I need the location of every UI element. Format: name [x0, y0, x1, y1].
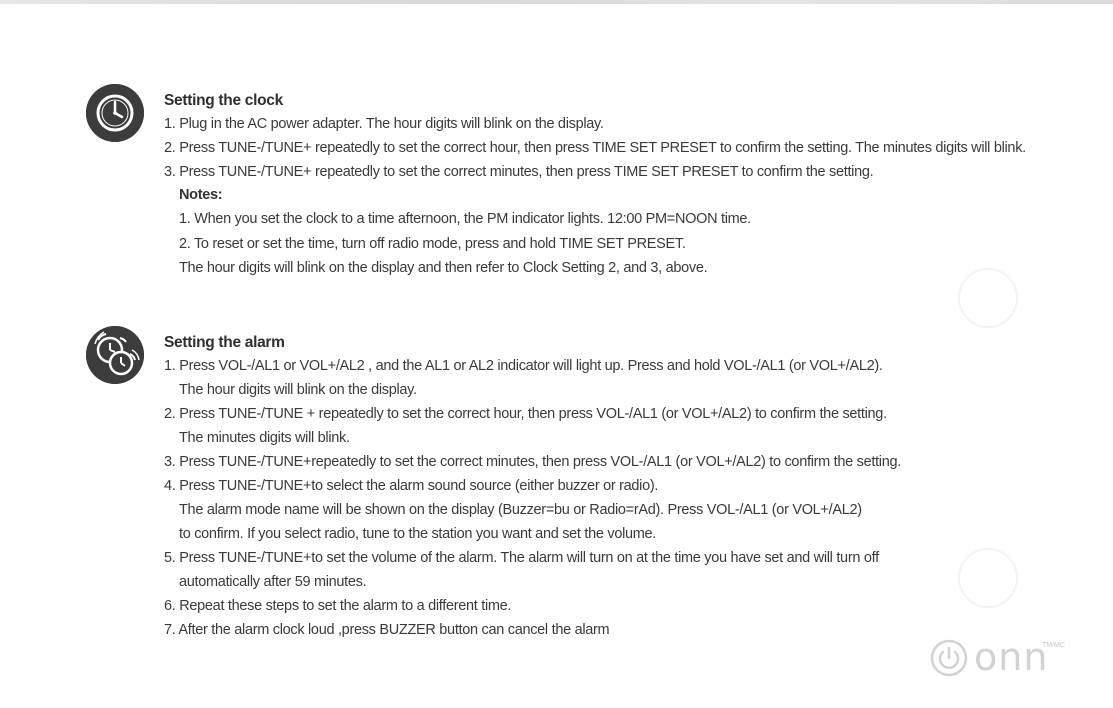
alarm-title: Setting the alarm [164, 334, 285, 351]
clock-step: 1. Plug in the AC power adapter. The hour digits will blink on the display. [164, 116, 604, 132]
alarm-line: 1. Press VOL-/AL1 or VOL+/AL2 , and the AL1 or AL2 indicator will light up. Press and hold VOL-/AL1 (or VOL+/AL2). [164, 358, 883, 374]
brand-name: onn [974, 635, 1049, 679]
alarm-line: 2. Press TUNE-/TUNE + repeatedly to set the correct hour, then press VOL-/AL1 (or VOL+/AL2) to confirm the setting. [164, 406, 887, 422]
alarm-line: The alarm mode name will be shown on the display (Buzzer=bu or Radio=rAd). Press VOL-/AL1 (or VOL+/AL2) [179, 502, 862, 518]
clock-note: 2. To reset or set the time, turn off radio mode, press and hold TIME SET PRESET. [179, 236, 686, 252]
clock-note: 1. When you set the clock to a time afternoon, the PM indicator lights. 12:00 PM=NOON time. [179, 211, 751, 227]
alarm-line: The minutes digits will blink. [179, 430, 350, 446]
alarm-line: 5. Press TUNE-/TUNE+to set the volume of the alarm. The alarm will turn on at the time you have set and will turn off [164, 550, 879, 566]
clock-content [164, 90, 1026, 280]
ghost-shape [958, 548, 1018, 608]
clock-icon [86, 84, 144, 142]
alarm-line: The hour digits will blink on the display. [179, 382, 417, 398]
onn-logo [930, 635, 1065, 680]
alarm-line: 6. Repeat these steps to set the alarm to a different time. [164, 598, 512, 614]
top-border [0, 0, 1113, 4]
clock-step: 2. Press TUNE-/TUNE+ repeatedly to set the correct hour, then press TIME SET PRESET to confirm the setting. The minutes digits will blink. [164, 140, 1026, 156]
clock-note: The hour digits will blink on the display and then refer to Clock Setting 2, and 3, above. [179, 260, 708, 276]
trademark-label: TM/MC [1042, 642, 1065, 649]
alarm-line: 7. After the alarm clock loud ,press BUZZER button can cancel the alarm [164, 622, 610, 638]
alarm-line: 4. Press TUNE-/TUNE+to select the alarm sound source (either buzzer or radio). [164, 478, 659, 494]
notes-title: Notes: [179, 187, 223, 203]
clock-title: Setting the clock [164, 92, 283, 109]
alarm-line: to confirm. If you select radio, tune to the station you want and set the volume. [179, 526, 657, 542]
alarm-line: 3. Press TUNE-/TUNE+repeatedly to set the correct minutes, then press VOL-/AL1 (or VOL+/AL2) to confirm the setting. [164, 454, 901, 470]
alarm-content [164, 332, 901, 642]
clock-step: 3. Press TUNE-/TUNE+ repeatedly to set the correct minutes, then press TIME SET PRESET to confirm the setting. [164, 164, 874, 180]
alarm-clock-icon [86, 326, 144, 384]
alarm-line: automatically after 59 minutes. [179, 574, 367, 590]
